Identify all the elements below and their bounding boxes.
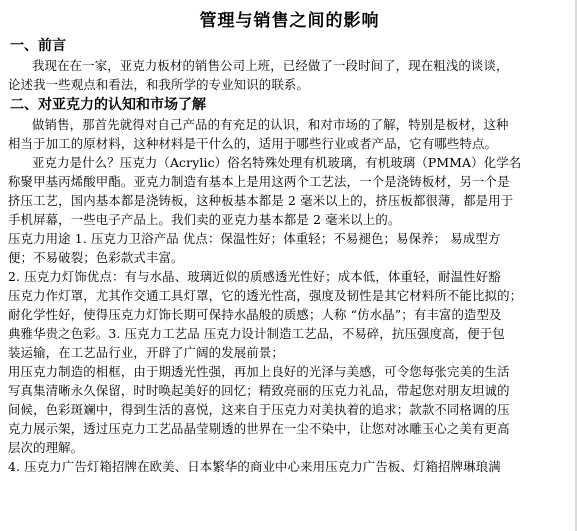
paragraph-line: 装运输，在工艺品行业，开辟了广阔的发展前景； — [8, 345, 284, 360]
paragraph-line: 亚克力是什么？压克力（Acrylic）俗名特殊处理有机玻璃，有机玻璃（PMMA）化学名 — [32, 155, 522, 170]
paragraph-line: 压克力作灯罩，尤其作交通工具灯罩，它的透光性高，强度及韧性是其它材料所不能比拟的； — [8, 288, 523, 303]
paragraph-line: 耐化学性好，使得压克力灯饰长期可保持水晶般的质感；人称 “仿水晶”；有丰富的造型及 — [8, 307, 502, 322]
paragraph-line: 用压克力制造的相框，由于期透光性强，再加上良好的光泽与美感，可令您每张完美的生活 — [8, 364, 510, 379]
paragraph-line: 2. 压克力灯饰优点：有与水晶、玻璃近似的质感透光性好；成本低，体重轻，耐温性好豁 — [8, 269, 501, 284]
paragraph-line: 手机屏幕，一些电子产品上。我们卖的亚克力基本都是 2 毫米以上的。 — [8, 212, 401, 227]
paragraph-line: 做销售，那首先就得对自己产品的有充足的认识，和对市场的了解，特别是板材，这种 — [32, 117, 509, 132]
paragraph-line: 压克力用途 1. 压克力卫浴产品 优点：保温性好；体重轻；不易褪色；易保养； 易成型方 — [8, 231, 501, 246]
paragraph-line: 写真集清晰永久保留，时时唤起美好的回忆；精致亮丽的压克力礼品，带起您对朋友坦诚的 — [8, 383, 510, 398]
paragraph-line: 典雅华贵之色彩。3. 压克力工艺品 压克力设计制造工艺品，不易碎，抗压强度高，便于包 — [8, 326, 505, 341]
paragraph-line: 相当于加工的原材料，这种材料是干什么的，适用于哪些行业或者产品，它有哪些特点。 — [8, 136, 498, 151]
paragraph-line: 间候，色彩斑斓中，得到生活的喜悦，这来自于压克力对美执着的追求；款款不同格调的压 — [8, 402, 510, 417]
paragraph-line: 挤压工艺，国内基本都是浇铸板，这种板基本都是 2 毫米以上的，挤压板都很薄，都是用于 — [8, 193, 514, 208]
paragraph-line: 论述我一些观点和看法，和我所学的专业知识的联系。 — [8, 77, 309, 92]
section-heading-preface: 一、前言 — [10, 38, 66, 54]
paragraph-line: 便；不易破裂；色彩款式丰富。 — [8, 250, 184, 265]
paragraph-line: 我现在在一家，亚克力板材的销售公司上班，已经做了一段时间了，现在粗浅的谈谈， — [32, 58, 509, 73]
document-title: 管理与销售之间的影响 — [199, 11, 380, 31]
paragraph-line: 克力展示架，透过压克力工艺品晶莹剔透的世界在一尘不染中，让您对冰雕玉心之美有更高 — [8, 421, 510, 436]
paragraph-line: 称聚甲基丙烯酸甲酯。亚克力制造有基本上是用这两个工艺法，一个是浇铸板材，另一个是 — [8, 174, 510, 189]
section-heading-acrylic: 二、对亚克力的认知和市场了解 — [10, 97, 206, 113]
paragraph-line: 4. 压克力广告灯箱招牌在欧美、日本繁华的商业中心来用压克力广告板、灯箱招牌琳琅满 — [8, 459, 501, 474]
paragraph-line: 层次的理解。 — [8, 440, 84, 455]
